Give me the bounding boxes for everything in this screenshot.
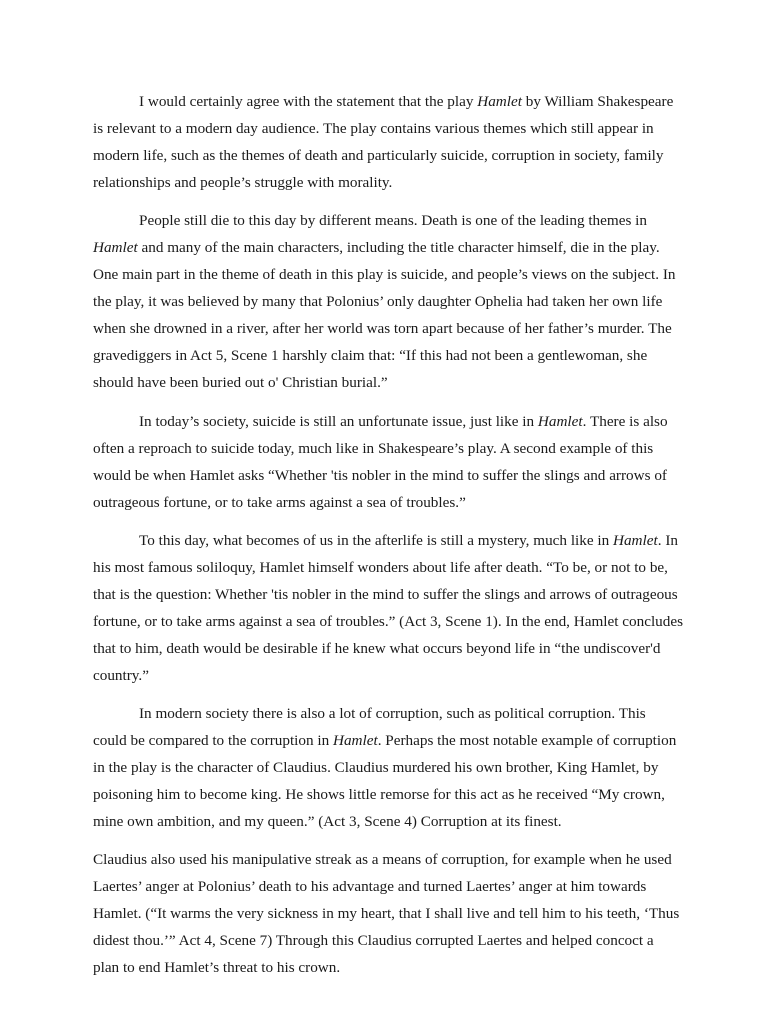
paragraph: [93, 88, 683, 196]
text-run: . There is also often a reproach to suicide today, much like in Shakespeare’s play. A second example of this would be when Hamlet asks “Whether 'tis nobler in the mind to suffer the slings and arrows of outrageous fortune, or to take arms against a sea of troubles.”: [93, 413, 668, 511]
text-run: People still die to this day by different means. Death is one of the leading themes in: [139, 212, 647, 229]
text-run: by William Shakespeare is relevant to a modern day audience. The play contains various themes which still appear in modern life, such as the themes of death and particularly suicide, corruption in society, family relationships and people’s struggle with morality.: [93, 93, 674, 191]
paragraph: [93, 700, 683, 835]
text-run: . In his most famous soliloquy, Hamlet himself wonders about life after death. “To be, or not to be, that is the question: Whether 'tis nobler in the mind to suffer the slings and arrows of outrageous fortune, or to take arms against a sea of troubles.” (Act 3, Scene 1). In the end, Hamlet concludes that to him, death would be desirable if he knew what occurs beyond life in “the undiscover'd country.”: [93, 532, 683, 684]
paragraph: [93, 527, 683, 689]
text-run: In modern society there is also a lot of corruption, such as political corruption. This could be compared to the corruption in: [93, 705, 646, 749]
text-run: and many of the main characters, including the title character himself, die in the play. One main part in the theme of death in this play is suicide, and people’s views on the subject. In the play, it was believed by many that Polonius’ only daughter Ophelia had taken her own life when she drowned in a river, after her world was torn apart because of her father’s murder. The gravediggers in Act 5, Scene 1 harshly claim that: “If this had not been a gentlewoman, she should have been buried out o' Christian burial.”: [93, 239, 676, 391]
text-run: I would certainly agree with the statement that the play: [139, 93, 478, 110]
text-run: In today’s society, suicide is still an unfortunate issue, just like in: [139, 413, 538, 430]
italic-title: Hamlet: [477, 93, 522, 110]
paragraph: [93, 207, 683, 396]
paragraph: [93, 846, 683, 981]
italic-title: Hamlet: [537, 413, 583, 430]
italic-title: Hamlet: [613, 532, 658, 549]
italic-title: Hamlet: [332, 732, 378, 749]
text-run: To this day, what becomes of us in the afterlife is still a mystery, much like in: [139, 532, 613, 549]
italic-title: Hamlet: [93, 239, 138, 256]
paragraph: [93, 408, 683, 516]
text-run: Claudius also used his manipulative streak as a means of corruption, for example when he used Laertes’ anger at Polonius’ death to his advantage and turned Laertes’ anger at him towards Hamlet. (“It warms the very sickness in my heart, that I shall live and tell him to his teeth, ‘Thus didest thou.’” Act 4, Scene 7) Through this Claudius corrupted Laertes and helped concoct a plan to end Hamlet’s threat to his crown.: [93, 851, 680, 976]
text-run: . Perhaps the most notable example of corruption in the play is the character of Claudius. Claudius murdered his own brother, King Hamlet, by poisoning him to become king. He shows little remorse for this act as he received “My crown, mine own ambition, and my queen.” (Act 3, Scene 4) Corruption at its finest.: [93, 732, 677, 830]
